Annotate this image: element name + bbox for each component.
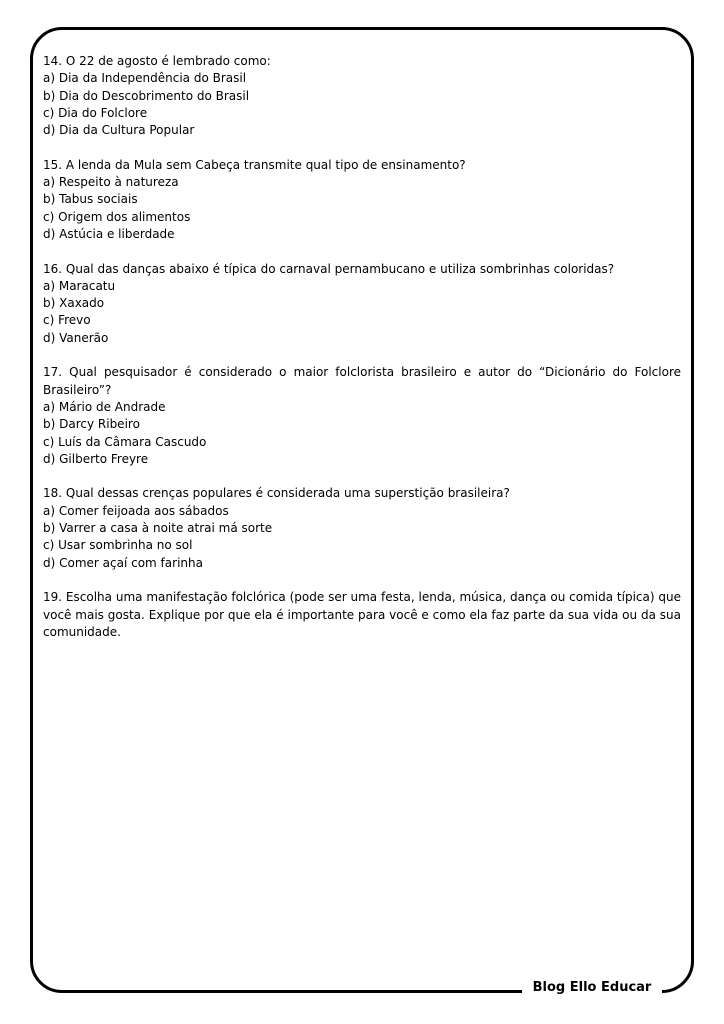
question-17 <box>43 364 681 468</box>
question-text: 19. Escolha uma manifestação folclórica (pode ser uma festa, lenda, música, dança ou comida típica) que você mais gosta. Explique por que ela é importante para você e como ela faz parte da sua vida ou da sua comunidade. <box>43 590 681 639</box>
footer-brand: Blog Ello Educar <box>532 980 652 995</box>
question-text: 17. Qual pesquisador é considerado o maior folclorista brasileiro e autor do “Dicionário do Folclore Brasileiro”? <box>43 365 681 397</box>
answer-option-c: c) Origem dos alimentos <box>43 209 191 224</box>
answer-option-c: c) Luís da Câmara Cascudo <box>43 434 207 449</box>
worksheet-content <box>43 53 681 658</box>
answer-option-b: b) Tabus sociais <box>43 192 138 207</box>
answer-option-c: c) Dia do Folclore <box>43 105 148 120</box>
answer-option-a: a) Comer feijoada aos sábados <box>43 503 229 518</box>
question-text: 15. A lenda da Mula sem Cabeça transmite qual tipo de ensinamento? <box>43 157 466 172</box>
answer-option-d: d) Dia da Cultura Popular <box>43 123 195 138</box>
answer-option-b: b) Xaxado <box>43 296 105 311</box>
answer-option-b: b) Darcy Ribeiro <box>43 417 140 432</box>
answer-option-a: a) Mário de Andrade <box>43 399 166 414</box>
answer-option-a: a) Dia da Independência do Brasil <box>43 71 247 86</box>
question-15 <box>43 157 681 243</box>
question-14 <box>43 53 681 139</box>
answer-option-d: d) Gilberto Freyre <box>43 451 149 466</box>
answer-option-d: d) Comer açaí com farinha <box>43 555 203 570</box>
answer-option-c: c) Usar sombrinha no sol <box>43 538 193 553</box>
question-text: 14. O 22 de agosto é lembrado como: <box>43 54 271 68</box>
answer-option-d: d) Vanerão <box>43 330 109 345</box>
question-text: 18. Qual dessas crenças populares é considerada uma superstição brasileira? <box>43 486 510 501</box>
question-16 <box>43 261 681 347</box>
answer-option-c: c) Frevo <box>43 313 91 328</box>
answer-option-b: b) Dia do Descobrimento do Brasil <box>43 88 250 103</box>
answer-option-a: a) Respeito à natureza <box>43 175 179 190</box>
question-18 <box>43 485 681 571</box>
question-text: 16. Qual das danças abaixo é típica do carnaval pernambucano e utiliza sombrinhas coloridas? <box>43 261 615 276</box>
answer-option-a: a) Maracatu <box>43 278 116 293</box>
answer-option-d: d) Astúcia e liberdade <box>43 226 175 241</box>
question-19 <box>43 589 681 641</box>
answer-option-b: b) Varrer a casa à noite atrai má sorte <box>43 521 273 536</box>
